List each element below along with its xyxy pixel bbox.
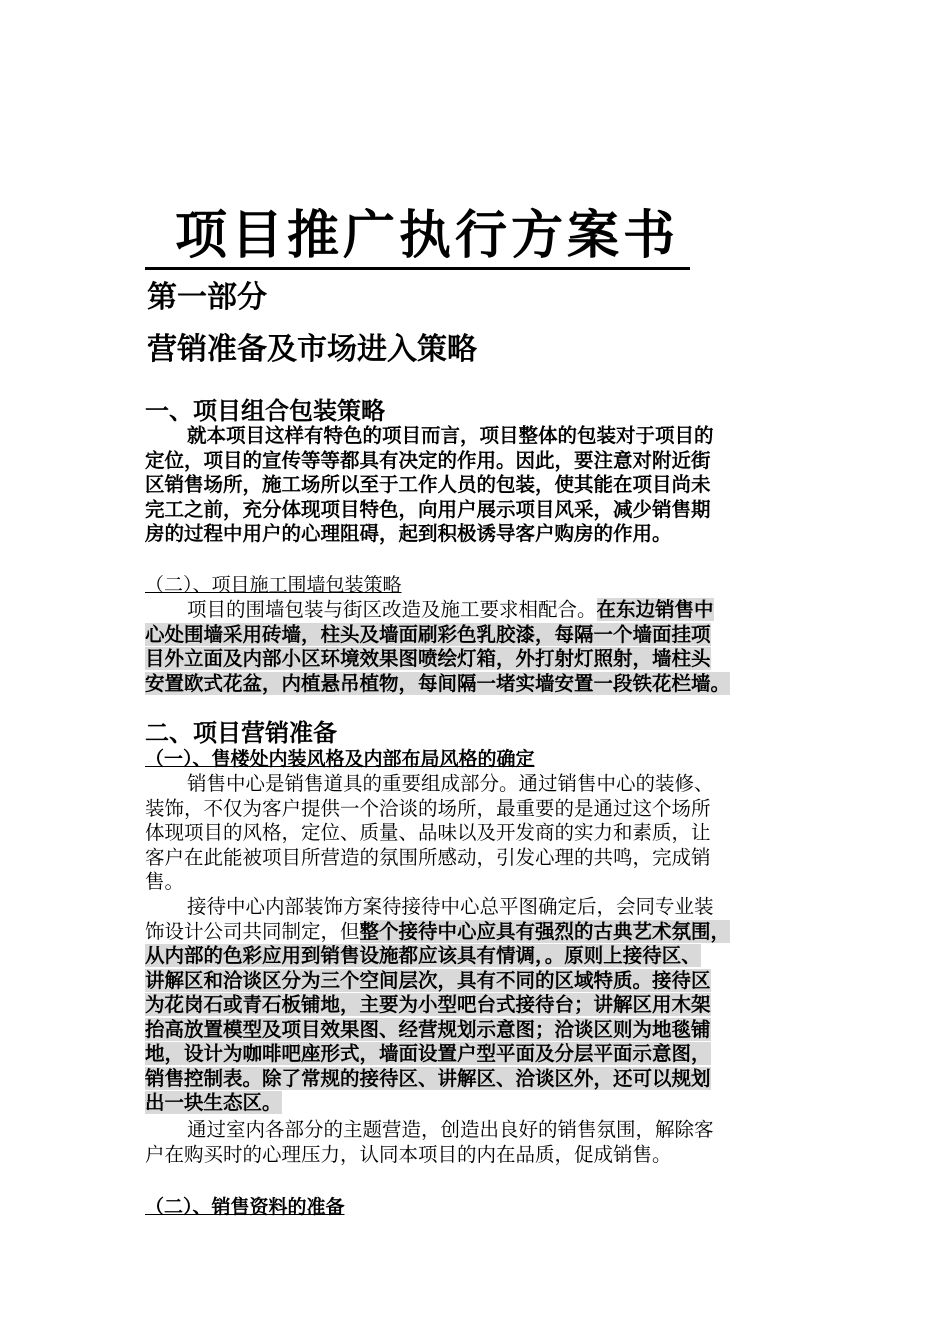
paragraph-line [145,598,807,623]
paragraph-line [145,1067,807,1092]
highlighted-text: 出一块生态区。 [145,1091,282,1114]
paragraph-line [145,944,807,969]
highlighted-text: 心处围墙采用砖墙，柱头及墙面刷彩色乳胶漆，每隔一个墙面挂项 [145,622,711,646]
paragraph-line: 完工之前，充分体现项目特色，向用户展示项目风采，减少销售期 [145,497,711,521]
section2-sub1-heading: （一）、售楼处内装风格及内部布局风格的确定 [145,748,535,770]
part-label: 第一部分 [147,280,267,315]
highlighted-text: 目外立面及内部小区环境效果图喷绘灯箱，外打射灯照射，墙柱头 [145,647,711,670]
paragraph-line: 户在购买时的心理压力，认同本项目的内在品质，促成销售。 [145,1142,672,1166]
highlighted-text: 抬高放置模型及项目效果图、经营规划示意图；洽谈区则为地毯铺 [145,1017,711,1041]
highlighted-text: 为花岗石或青石板铺地，主要为小型吧台式接待台；讲解区用木架 [145,993,711,1016]
paragraph-line: 装饰，不仅为客户提供一个洽谈的场所，最重要的是通过这个场所 [145,796,711,820]
paragraph-line [145,1042,807,1067]
section2-heading: 二、项目营销准备 [145,719,337,747]
plain-text: 项目的围墙包装与街区改造及施工要求相配合。 [187,598,597,621]
interior-decoration-paragraph [145,895,807,1116]
paragraph-line [145,623,807,648]
paragraph-line [145,920,807,945]
paragraph-line: 接待中心内部装饰方案待接待中心总平图确定后，会同专业装 [187,895,714,918]
paragraph-line: 通过室内各部分的主题营造，创造出良好的销售氛围，解除客 [187,1118,714,1141]
document-title: 项目推广执行方案书 [145,205,690,270]
paragraph-line: 定位，项目的宣传等等都具有决定的作用。因此，要注意对附近街 [145,448,711,472]
paragraph-line [145,1018,807,1043]
highlighted-text: 在东边销售中 [596,598,714,621]
wall-packaging-paragraph [145,598,807,696]
paragraph-line: 售。 [145,870,185,893]
paragraph-line: 销售中心是销售道具的重要组成部分。通过销售中心的装修、 [187,772,714,795]
paragraph-line: 就本项目这样有特色的项目而言，项目整体的包装对于项目的 [187,424,714,447]
highlighted-text: 安置欧式花盆，内植悬吊植物，每间隔一堵实墙安置一段铁花栏墙。 [145,671,731,695]
part-subtitle: 营销准备及市场进入策略 [147,332,477,367]
highlighted-text: 整个接待中心应具有强烈的古典艺术氛围， [359,919,731,943]
paragraph-line: 体现项目的风格，定位、质量、品味以及开发商的实力和素质，让 [145,821,711,844]
paragraph-line: 区销售场所，施工场所以至于工作人员的包装，使其能在项目尚未 [145,473,711,496]
highlighted-text: 地，设计为咖啡吧座形式，墙面设置户型平面及分层平面示意图， [145,1042,711,1065]
paragraph-line [145,647,807,672]
paragraph-line: 房的过程中用户的心理阻碍，起到积极诱导客户购房的作用。 [145,522,672,545]
paragraph-line [145,672,807,697]
highlighted-text: 销售控制表。除了常规的接待区、讲解区、洽谈区外，还可以规划 [145,1066,711,1090]
paragraph-line [145,993,807,1018]
sales-center-paragraph [145,772,807,895]
section1-heading: 一、项目组合包装策略 [145,397,385,425]
atmosphere-paragraph [145,1118,807,1167]
section1-sub2-heading: （二）、项目施工围墙包装策略 [145,574,402,596]
highlighted-text: 从内部的色彩应用到销售设施都应该具有情调，。原则上接待区、 [145,944,701,967]
paragraph-line [145,969,807,994]
section1-paragraph [145,424,807,547]
paragraph-line [145,1091,807,1116]
highlighted-text: 讲解区和洽谈区分为三个空间层次，具有不同的区域特质。接待区 [145,968,711,992]
section2-sub2-heading: （二）、销售资料的准备 [145,1196,345,1218]
plain-text: 饰设计公司共同制定，但 [145,919,360,943]
paragraph-line: 客户在此能被项目所营造的氛围所感动，引发心理的共鸣，完成销 [145,845,711,869]
